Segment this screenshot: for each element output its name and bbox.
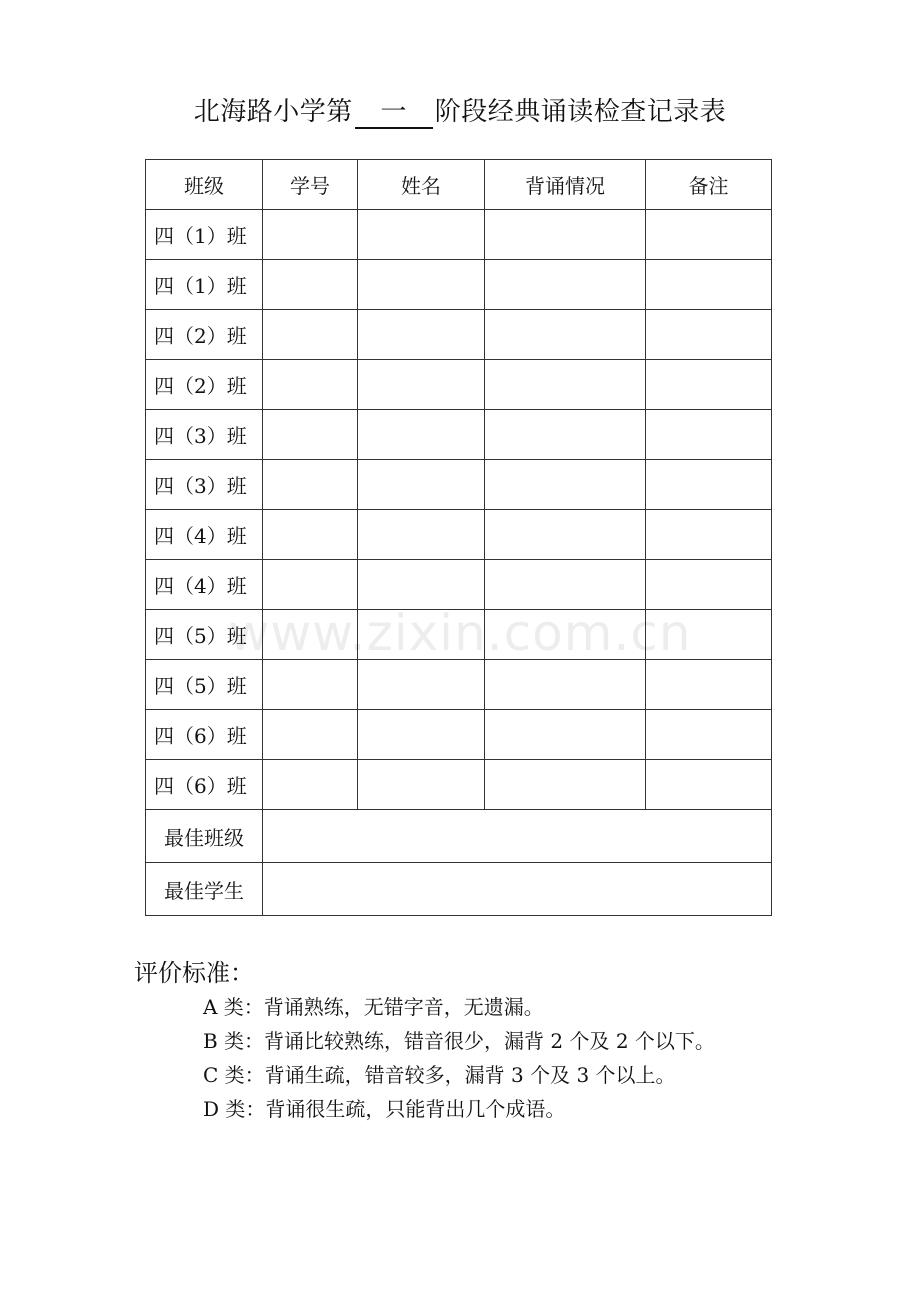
header-row <box>146 160 772 210</box>
name-cell[interactable] <box>358 660 485 710</box>
remarks-cell[interactable] <box>646 210 772 260</box>
class-cell: 四（5）班 <box>146 610 263 660</box>
header-remarks: 备注 <box>646 160 772 210</box>
table-row <box>146 360 772 410</box>
table-row <box>146 410 772 460</box>
table-row <box>146 560 772 610</box>
table-row <box>146 610 772 660</box>
class-cell: 四（3）班 <box>146 410 263 460</box>
recitation-cell[interactable] <box>485 760 646 810</box>
name-cell[interactable] <box>358 760 485 810</box>
student-id-cell[interactable] <box>263 510 358 560</box>
header-recitation: 背诵情况 <box>485 160 646 210</box>
header-name: 姓名 <box>358 160 485 210</box>
table-row <box>146 660 772 710</box>
record-table <box>145 159 772 916</box>
student-id-cell[interactable] <box>263 310 358 360</box>
name-cell[interactable] <box>358 560 485 610</box>
name-cell[interactable] <box>358 310 485 360</box>
table-row <box>146 510 772 560</box>
criteria-title: 评价标准： <box>134 959 254 987</box>
table-row <box>146 710 772 760</box>
name-cell[interactable] <box>358 410 485 460</box>
class-cell: 四（2）班 <box>146 310 263 360</box>
student-id-cell[interactable] <box>263 260 358 310</box>
class-cell: 四（6）班 <box>146 710 263 760</box>
recitation-cell[interactable] <box>485 410 646 460</box>
remarks-cell[interactable] <box>646 260 772 310</box>
remarks-cell[interactable] <box>646 560 772 610</box>
recitation-cell[interactable] <box>485 310 646 360</box>
criteria-item-d: D 类：背诵很生疏，只能背出几个成语。 <box>203 1097 566 1121</box>
student-id-cell[interactable] <box>263 710 358 760</box>
recitation-cell[interactable] <box>485 260 646 310</box>
header-student-id: 学号 <box>263 160 358 210</box>
student-id-cell[interactable] <box>263 660 358 710</box>
name-cell[interactable] <box>358 460 485 510</box>
criteria-item-c: C 类：背诵生疏，错音较多，漏背 3 个及 3 个以上。 <box>203 1063 676 1087</box>
remarks-cell[interactable] <box>646 410 772 460</box>
remarks-cell[interactable] <box>646 760 772 810</box>
best-student-label: 最佳学生 <box>146 863 263 916</box>
remarks-cell[interactable] <box>646 310 772 360</box>
recitation-cell[interactable] <box>485 210 646 260</box>
table-row <box>146 760 772 810</box>
name-cell[interactable] <box>358 360 485 410</box>
recitation-cell[interactable] <box>485 660 646 710</box>
remarks-cell[interactable] <box>646 360 772 410</box>
name-cell[interactable] <box>358 510 485 560</box>
class-cell: 四（5）班 <box>146 660 263 710</box>
stage-blank: 一 <box>355 97 433 129</box>
table-row <box>146 460 772 510</box>
remarks-cell[interactable] <box>646 660 772 710</box>
watermark: www.zixin.com.cn <box>228 604 692 662</box>
class-cell: 四（3）班 <box>146 460 263 510</box>
student-id-cell[interactable] <box>263 760 358 810</box>
recitation-cell[interactable] <box>485 610 646 660</box>
class-cell: 四（1）班 <box>146 260 263 310</box>
table-body <box>146 210 772 810</box>
student-id-cell[interactable] <box>263 360 358 410</box>
best-class-cell[interactable] <box>263 810 772 863</box>
remarks-cell[interactable] <box>646 510 772 560</box>
name-cell[interactable] <box>358 260 485 310</box>
recitation-cell[interactable] <box>485 360 646 410</box>
criteria-item-b: B 类：背诵比较熟练，错音很少，漏背 2 个及 2 个以下。 <box>203 1029 715 1053</box>
criteria-list <box>203 990 715 1126</box>
best-class-label: 最佳班级 <box>146 810 263 863</box>
student-id-cell[interactable] <box>263 610 358 660</box>
remarks-cell[interactable] <box>646 610 772 660</box>
table-row <box>146 210 772 260</box>
name-cell[interactable] <box>358 710 485 760</box>
best-class-row <box>146 810 772 863</box>
recitation-cell[interactable] <box>485 710 646 760</box>
student-id-cell[interactable] <box>263 460 358 510</box>
header-class: 班级 <box>146 160 263 210</box>
student-id-cell[interactable] <box>263 560 358 610</box>
best-student-cell[interactable] <box>263 863 772 916</box>
title-suffix: 阶段经典诵读检查记录表 <box>434 97 727 127</box>
class-cell: 四（2）班 <box>146 360 263 410</box>
page-title <box>0 92 920 132</box>
recitation-cell[interactable] <box>485 510 646 560</box>
table-row <box>146 260 772 310</box>
remarks-cell[interactable] <box>646 710 772 760</box>
recitation-cell[interactable] <box>485 560 646 610</box>
name-cell[interactable] <box>358 610 485 660</box>
class-cell: 四（4）班 <box>146 510 263 560</box>
student-id-cell[interactable] <box>263 210 358 260</box>
remarks-cell[interactable] <box>646 460 772 510</box>
student-id-cell[interactable] <box>263 410 358 460</box>
recitation-cell[interactable] <box>485 460 646 510</box>
class-cell: 四（4）班 <box>146 560 263 610</box>
class-cell: 四（6）班 <box>146 760 263 810</box>
table-row <box>146 310 772 360</box>
name-cell[interactable] <box>358 210 485 260</box>
best-student-row <box>146 863 772 916</box>
class-cell: 四（1）班 <box>146 210 263 260</box>
title-prefix: 北海路小学第 <box>193 97 353 127</box>
criteria-item-a: A 类：背诵熟练，无错字音，无遗漏。 <box>203 995 544 1019</box>
